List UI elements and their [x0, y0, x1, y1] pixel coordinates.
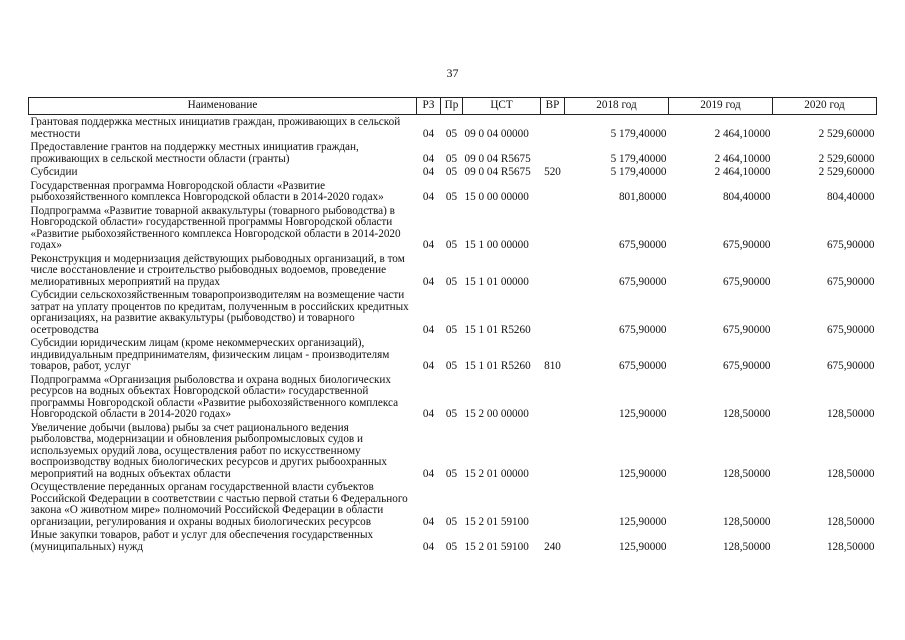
row-2018: 5 179,40000: [610, 127, 667, 140]
row-2018: 5 179,40000: [610, 166, 667, 178]
col-header-pr: Пр: [441, 98, 463, 115]
row-vr: [541, 252, 565, 289]
row-2018: 675,90000: [618, 360, 667, 372]
row-cst: 15 2 01 00000: [464, 467, 529, 480]
row-name: Осуществление переданных органам государственной власти субъектов Российской Федерации в соответствии с частью первой статьи 6 Федерального закона «О животном мире» полномочий Российской Федерации в области организации, регулирования и охраны водных биологических ресурсов: [30, 481, 408, 528]
table-row: [29, 421, 877, 481]
row-cst: 15 1 01 R5260: [464, 360, 531, 372]
row-2020: 2 529,60000: [818, 127, 875, 140]
row-pr: 05: [445, 360, 458, 372]
row-2019: 2 464,10000: [714, 166, 771, 178]
row-pr: 05: [445, 127, 458, 140]
row-name: Подпрограмма «Организация рыболовства и охрана водных биологических ресурсов на водных объектах Новгородской области» государственной программы Новгородской области «Развитие рыбохозяйственного комплекса Новгородской области в 2014-2020 годах»: [30, 373, 399, 420]
row-rz: 04: [422, 191, 435, 203]
row-2018: 675,90000: [618, 275, 667, 288]
row-rz: 04: [422, 152, 435, 165]
row-pr: 05: [445, 275, 458, 288]
row-name: Предоставление грантов на поддержку местных инициатив граждан, проживающих в сельской местности области (гранты): [30, 141, 359, 165]
row-2019: 675,90000: [722, 360, 771, 372]
row-pr: 05: [445, 166, 458, 178]
row-2018: 125,90000: [618, 408, 667, 420]
row-2020: 675,90000: [826, 275, 875, 288]
row-vr: [541, 288, 565, 336]
row-cst: 09 0 04 R5675: [464, 166, 531, 178]
row-pr: 05: [445, 239, 458, 251]
row-rz: 04: [422, 540, 435, 553]
row-cst: 15 1 01 00000: [464, 275, 529, 288]
row-2018: 675,90000: [618, 239, 667, 251]
row-2020: 2 529,60000: [818, 152, 875, 165]
table-row: [29, 165, 877, 179]
row-rz: 04: [422, 275, 435, 288]
row-vr: [541, 115, 565, 141]
row-2019: 128,50000: [722, 408, 771, 420]
row-rz: 04: [422, 239, 435, 251]
row-pr: 05: [445, 515, 458, 528]
row-name: Государственная программа Новгородской области «Развитие рыбохозяйственного комплекса Новгородской области в 2014-2020 годах»: [30, 179, 384, 203]
row-2019: 675,90000: [722, 275, 771, 288]
row-name: Грантовая поддержка местных инициатив граждан, проживающих в сельской местности: [30, 116, 401, 140]
row-2018: 675,90000: [618, 323, 667, 336]
row-vr: [541, 480, 565, 528]
row-cst: 15 1 01 R5260: [464, 323, 531, 336]
row-vr: [541, 421, 565, 481]
row-vr: [541, 179, 565, 204]
row-2018: 125,90000: [618, 467, 667, 480]
row-2019: 2 464,10000: [714, 127, 771, 140]
row-2020: 675,90000: [826, 360, 875, 372]
row-2018: 125,90000: [618, 540, 667, 553]
row-name: Реконструкция и модернизация действующих рыбоводных организаций, в том числе восстановление и строительство рыбоводных водоемов, проведение мелиоративных мероприятий на прудах: [30, 252, 405, 288]
table-header-row: [29, 98, 877, 115]
row-rz: 04: [422, 515, 435, 528]
table-row: [29, 336, 877, 373]
row-2020: 2 529,60000: [818, 166, 875, 178]
row-rz: 04: [422, 408, 435, 420]
row-vr: 520: [544, 166, 561, 178]
row-cst: 15 2 01 59100: [464, 515, 529, 528]
page-number: 37: [446, 66, 459, 80]
row-cst: 15 1 00 00000: [464, 239, 529, 251]
row-2018: 5 179,40000: [610, 152, 667, 165]
row-pr: 05: [445, 191, 458, 203]
row-name: Иные закупки товаров, работ и услуг для обеспечения государственных (муниципальных) нужд: [30, 529, 374, 553]
row-cst: 09 0 04 00000: [464, 127, 529, 140]
row-2019: 675,90000: [722, 323, 771, 336]
row-2020: 128,50000: [826, 467, 875, 480]
row-rz: 04: [422, 127, 435, 140]
col-header-2018: 2018 год: [565, 98, 669, 115]
table-row: [29, 480, 877, 528]
table-row: [29, 204, 877, 252]
col-header-vr: ВР: [541, 98, 565, 115]
row-2019: 128,50000: [722, 515, 771, 528]
table-row: [29, 288, 877, 336]
row-pr: 05: [445, 467, 458, 480]
row-cst: 15 0 00 00000: [464, 191, 529, 203]
col-header-2019: 2019 год: [669, 98, 773, 115]
row-cst: 15 2 00 00000: [464, 408, 529, 420]
row-pr: 05: [445, 408, 458, 420]
row-2018: 801,80000: [618, 191, 667, 203]
row-pr: 05: [445, 540, 458, 553]
row-rz: 04: [422, 166, 435, 178]
row-pr: 05: [445, 152, 458, 165]
row-2019: 804,40000: [722, 191, 771, 203]
col-header-name: Наименование: [29, 98, 417, 115]
row-2020: 675,90000: [826, 239, 875, 251]
row-2020: 675,90000: [826, 323, 875, 336]
col-header-2020: 2020 год: [773, 98, 877, 115]
table-row: [29, 528, 877, 553]
row-cst: 15 2 01 59100: [464, 540, 529, 553]
row-name: Субсидии сельскохозяйственным товаропроизводителям на возмещение части затрат на уплату процентов по кредитам, полученным в российских кредитных организациях, на развитие аквакультуры (рыбоводство) и товарного осетроводства: [30, 289, 409, 336]
col-header-cst: ЦСТ: [463, 98, 541, 115]
row-vr: [541, 204, 565, 252]
row-rz: 04: [422, 323, 435, 336]
budget-table: [28, 97, 877, 553]
table-row: [29, 252, 877, 289]
table-row: [29, 140, 877, 165]
row-vr: 240: [544, 540, 561, 553]
table-row: [29, 179, 877, 204]
row-name: Субсидии: [30, 166, 78, 178]
table-body: [29, 115, 877, 554]
col-header-rz: РЗ: [417, 98, 441, 115]
row-rz: 04: [422, 360, 435, 372]
row-2020: 128,50000: [826, 408, 875, 420]
row-2020: 128,50000: [826, 540, 875, 553]
row-vr: [541, 140, 565, 165]
row-vr: [541, 373, 565, 421]
row-2019: 675,90000: [722, 239, 771, 251]
row-2018: 125,90000: [618, 515, 667, 528]
row-pr: 05: [445, 323, 458, 336]
row-2020: 128,50000: [826, 515, 875, 528]
row-rz: 04: [422, 467, 435, 480]
table-row: [29, 373, 877, 421]
row-2020: 804,40000: [826, 191, 875, 203]
row-name: Подпрограмма «Развитие товарной аквакультуры (товарного рыбоводства) в Новгородской области» государственной программы Новгородской области «Развитие рыбохозяйственного комплекса Новгородской области в 2014-2020 годах»: [30, 204, 401, 251]
row-name: Субсидии юридическим лицам (кроме некоммерческих организаций), индивидуальным предпринимателям, физическим лицам - производителям товаров, работ, услуг: [30, 337, 390, 372]
row-name: Увеличение добычи (вылова) рыбы за счет рационального ведения рыболовства, модернизации и обновления рыбопромысловых судов и используемых орудий лова, осуществления работ по искусственному воспроизводству водных биологических ресурсов и других рыбоохранных мероприятий на водных объектах области: [30, 421, 387, 480]
row-2019: 128,50000: [722, 540, 771, 553]
row-2019: 2 464,10000: [714, 152, 771, 165]
row-cst: 09 0 04 R5675: [464, 152, 531, 165]
table-row: [29, 115, 877, 141]
row-vr: 810: [544, 360, 561, 372]
row-2019: 128,50000: [722, 467, 771, 480]
